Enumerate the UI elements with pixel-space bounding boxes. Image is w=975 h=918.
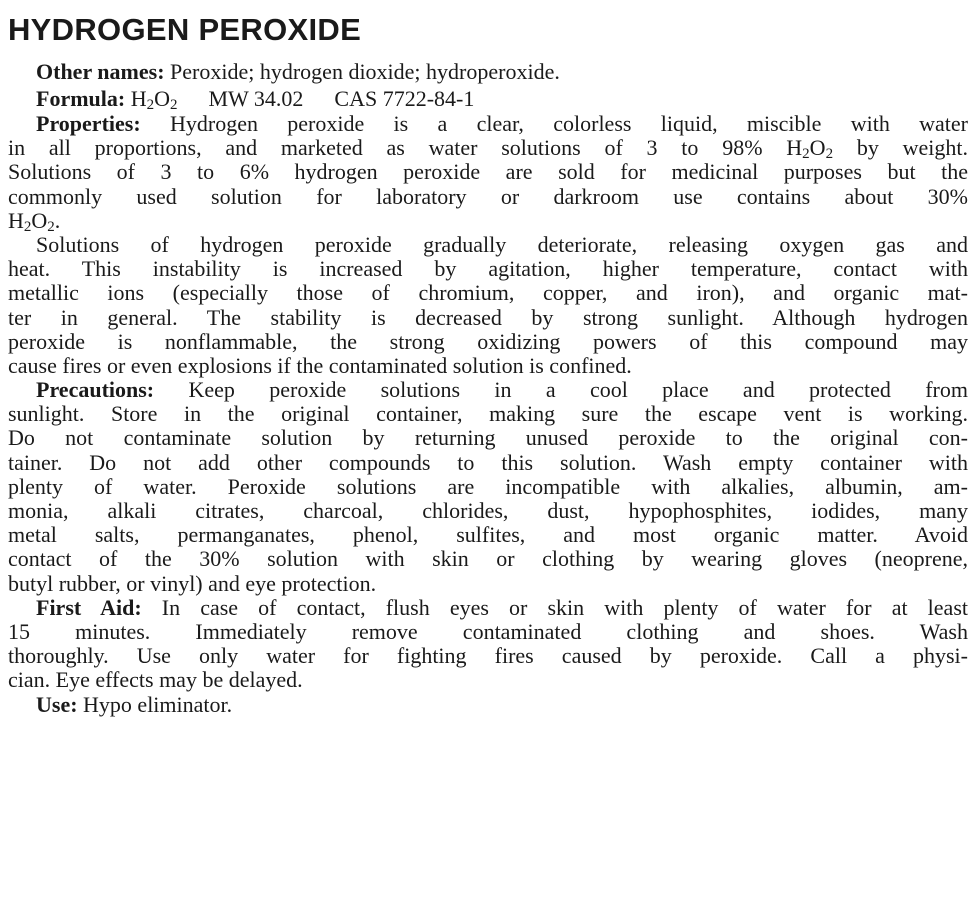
other-names-line: [8, 58, 968, 85]
text-segment: O: [31, 208, 48, 233]
other-names-label: Other names:: [36, 59, 165, 84]
text-line: [8, 112, 968, 136]
text-segment: H: [8, 208, 24, 233]
text-line: tainer. Do not add other compounds to this solution. Wash empty container with: [8, 450, 968, 475]
properties-section: [8, 112, 968, 378]
molecular-weight: MW 34.02: [208, 86, 304, 111]
text-line: sunlight. Store in the original container, making sure the escape vent is working.: [8, 402, 968, 427]
subscript: 2: [47, 218, 55, 233]
first-aid-section: [8, 596, 968, 693]
subscript: 2: [825, 146, 834, 161]
page-title: HYDROGEN PEROXIDE: [8, 12, 362, 47]
formula-value: [131, 86, 178, 111]
precautions-label: Precautions:: [36, 378, 155, 403]
properties-label: Properties:: [36, 112, 141, 136]
first-aid-label: First Aid:: [36, 595, 142, 620]
text-line: [8, 136, 968, 160]
text-line: metallic ions (especially those of chromium, copper, and iron), and organic mat-: [8, 281, 968, 306]
text-line: Do not contaminate solution by returning unused peroxide to the original con-: [8, 426, 968, 451]
use-section: [8, 693, 968, 717]
text-line: heat. This instability is increased by agitation, higher temperature, contact with: [8, 257, 968, 282]
formula-h-sub: 2: [146, 97, 155, 113]
subscript: 2: [802, 146, 810, 161]
text-line: monia, alkali citrates, charcoal, chlorides, dust, hypophosphites, iodides, many: [8, 499, 968, 523]
text-line: peroxide is nonflammable, the strong oxidizing powers of this compound may: [8, 329, 968, 354]
subscript: 2: [23, 218, 32, 233]
text-line: metal salts, permanganates, phenol, sulfites, and most organic matter. Avoid: [8, 523, 968, 548]
text-segment: by weight.: [833, 136, 968, 161]
use-label: Use:: [36, 692, 78, 717]
text-line: [8, 596, 968, 620]
text-line: thoroughly. Use only water for fighting fires caused by peroxide. Call a physi-: [8, 644, 968, 669]
text-line: Solutions of hydrogen peroxide gradually deteriorate, releasing oxygen gas and: [36, 232, 968, 257]
text-segment: Hydrogen peroxide is a clear, colorless liquid, miscible with water: [169, 112, 968, 136]
text-line: [8, 209, 968, 233]
document-body: [8, 58, 968, 717]
use-value: Hypo eliminator.: [83, 692, 233, 717]
text-segment: In case of contact, flush eyes or skin with plenty of water for at least: [161, 595, 968, 620]
text-line: [8, 378, 968, 402]
other-names-value: Peroxide; hydrogen dioxide; hydroperoxide.: [170, 59, 560, 84]
text-line: contact of the 30% solution with skin or clothing by wearing gloves (neoprene,: [8, 547, 968, 572]
text-segment: .: [54, 208, 61, 233]
formula-o-sub: 2: [169, 97, 178, 113]
text-segment: in all proportions, and marketed as water solutions of 3 to 98% H: [8, 136, 803, 161]
text-line: plenty of water. Peroxide solutions are incompatible with alkalies, albumin, am-: [8, 474, 968, 499]
formula-label: Formula:: [36, 86, 126, 111]
formula-h: H: [130, 86, 147, 111]
text-line: 15 minutes. Immediately remove contaminated clothing and shoes. Wash: [8, 619, 968, 644]
text-line: Solutions of 3 to 6% hydrogen peroxide are sold for medicinal purposes but the: [8, 160, 968, 185]
text-line: [8, 693, 968, 717]
text-line: cause fires or even explosions if the contaminated solution is confined.: [8, 353, 632, 378]
precautions-section: [8, 378, 968, 596]
text-segment: Keep peroxide solutions in a cool place and protected from: [188, 378, 968, 403]
text-line: butyl rubber, or vinyl) and eye protection.: [8, 571, 377, 596]
formula-line: [8, 85, 968, 112]
formula-o: O: [154, 86, 170, 111]
text-line: ter in general. The stability is decreased by strong sunlight. Although hydrogen: [8, 305, 968, 330]
text-segment: O: [809, 136, 826, 161]
text-line: cian. Eye effects may be delayed.: [8, 668, 303, 693]
cas-number: CAS 7722-84-1: [334, 86, 475, 111]
text-line: commonly used solution for laboratory or darkroom use contains about 30%: [8, 184, 968, 209]
